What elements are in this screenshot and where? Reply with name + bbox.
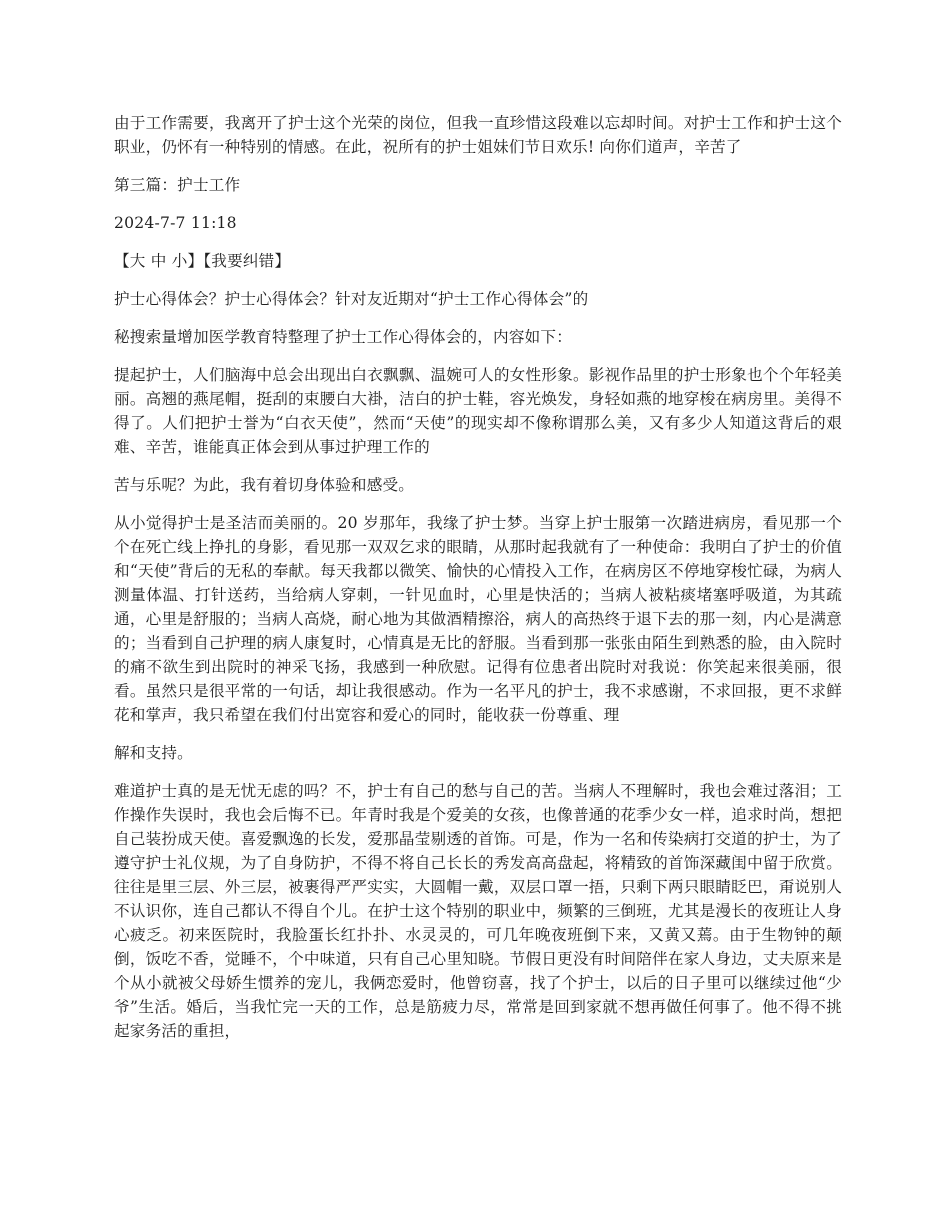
document-body	[114, 111, 842, 1057]
font-size-and-correction-links: 【大 中 小】【我要纠错】	[114, 252, 291, 270]
post-timestamp: 2024-7-7 11:18	[114, 214, 237, 232]
paragraph-childhood-dream: 从小觉得护士是圣洁而美丽的。20 岁那年，我缘了护士梦。当穿上护士服第一次踏进病房，看见那一个个在死亡线上挣扎的身影，看见那一双双乞求的眼睛，从那时起我就有了一种使命：我明白了护士的价值和“天使”背后的无私的奉献。每天我都以微笑、愉快的心情投入工作，在病房区不停地穿梭忙碌，为病人测量体温、打针送药，当给病人穿刺，一针见血时，心里是快活的；当病人被粘痰堵塞呼吸道，为其疏通，心里是舒服的；当病人高烧，耐心地为其做酒精擦浴，病人的高热终于退下去的那一刻，内心是满意的；当看到自己护理的病人康复时，心情真是无比的舒服。当看到那一张张由陌生到熟悉的脸，由入院时的痛不欲生到出院时的神采飞扬，我感到一种欣慰。记得有位患者出院时对我说：你笑起来很美丽，很看。虽然只是很平常的一句话，却让我很感动。作为一名平凡的护士，我不求感谢，不求回报，更不求鲜花和掌声，我只希望在我们付出宽容和爱心的同时，能收获一份尊重、理	[114, 514, 842, 724]
paragraph-lead-2: 秘搜索量增加医学教育特整理了护士工作心得体会的，内容如下：	[114, 328, 573, 346]
paragraph-lead-1: 护士心得体会？护士心得体会？针对友近期对“护士工作心得体会”的	[114, 290, 589, 308]
paragraph-bitter-sweet: 苦与乐呢？为此，我有着切身体验和感受。	[114, 476, 415, 494]
paragraph-hardships: 难道护士真的是无忧无虑的吗？不，护士有自己的愁与自己的苦。当病人不理解时，我也会难过落泪；工作操作失误时，我也会后悔不已。年青时我是个爱美的女孩，也像普通的花季少女一样，追求时尚，想把自己装扮成天使。喜爱飘逸的长发，爱那晶莹剔透的首饰。可是，作为一名和传染病打交道的护士，为了遵守护士礼仪规，为了自身防护，不得不将自己长长的秀发高高盘起，将精致的首饰深藏闺中留于欣赏。往往是里三层、外三层，被裹得严严实实，大圆帽一戴，双层口罩一捂，只剩下两只眼睛眨巴，甭说别人不认识你，连自己都认不得自个儿。在护士这个特别的职业中，频繁的三倒班，尤其是漫长的夜班让人身心疲乏。初来医院时，我脸蛋长红扑扑、水灵灵的，可几年晚夜班倒下来，又黄又蔫。由于生物钟的颠倒，饭吃不香，觉睡不，个中味道，只有自己心里知晓。节假日更没有时间陪伴在家人身边，丈夫原来是个从小就被父母娇生惯养的宠儿，我俩恋爱时，他曾窃喜，找了个护士，以后的日子里可以继续过他“少爷”生活。婚后，当我忙完一天的工作，总是筋疲力尽，常常是回到家就不想再做任何事了。他不得不挑起家务活的重担，	[114, 782, 842, 1040]
paragraph-understanding: 解和支持。	[114, 744, 193, 762]
paragraph-nurse-image: 提起护士，人们脑海中总会出现出白衣飘飘、温婉可人的女性形象。影视作品里的护士形象也个个年轻美丽。高翘的燕尾帽，挺刮的束腰白大褂，洁白的护士鞋，容光焕发，身轻如燕的地穿梭在病房里。美得不得了。人们把护士誉为“白衣天使”，然而“天使”的现实却不像称谓那么美，又有多少人知道这背后的艰难、辛苦，谁能真正体会到从事过护理工作的	[114, 366, 842, 456]
section-heading: 第三篇：护士工作	[114, 176, 241, 194]
paragraph-intro-closing: 由于工作需要，我离开了护士这个光荣的岗位，但我一直珍惜这段难以忘却时间。对护士工作和护士这个职业，仍怀有一种特别的情感。在此，祝所有的护士姐妹们节日欢乐! 向你们道声，辛苦了	[114, 114, 842, 156]
